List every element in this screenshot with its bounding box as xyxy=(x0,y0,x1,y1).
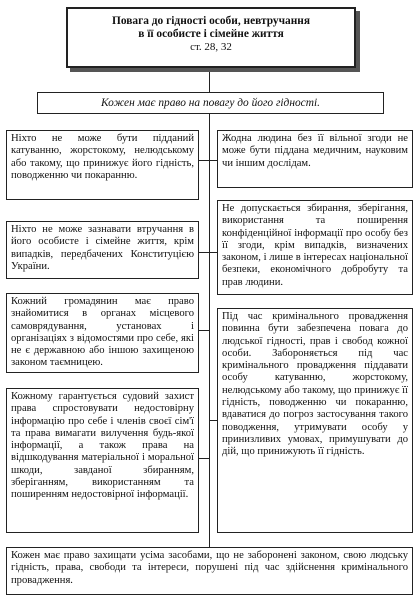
left-connector-1 xyxy=(199,160,209,161)
title-box xyxy=(66,7,356,68)
right-connector-2 xyxy=(209,252,217,253)
principle-banner: Кожен має право на повагу до його гідності. xyxy=(37,92,384,114)
title-to-banner-connector xyxy=(209,70,210,92)
right-connector-1 xyxy=(209,160,217,161)
left-box-access-information: Кожний громадянин має право знайомитися в органах місцевого самоврядування, установах і організаціях з відомостями про себе, які не є державною або іншою захищеною законом таємницею. xyxy=(6,293,199,373)
right-box-experiments: Жодна людина без її вільної згоди не може бути піддана медичним, науковим чи іншим дослідам. xyxy=(217,130,413,188)
left-box-judicial-protection: Кожному гарантується судовий захист права спростовувати недостовірну інформацію про себе і членів своєї сім'ї та права вимагати вилучення будь-якої інформації, а також права на відшкодування матеріальної і моральної шкоди, завданої збиранням, зберіганням, використанням та поширенням недостовірної інформації. xyxy=(6,388,199,533)
left-connector-3 xyxy=(199,330,209,331)
left-box-torture-ban: Ніхто не може бути підданий катуванню, жорстокому, нелюдському або такому, що принижує його гідність, поводженню чи покаранню. xyxy=(6,130,199,200)
left-box-private-life: Ніхто не може зазнавати втручання в його особисте і сімейне життя, крім випадків, передбачених Конституцією України. xyxy=(6,221,199,279)
footer-box-self-defense: Кожен має право захищати усіма засобами, що не заборонені законом, свою людську гідність, права, свободи та інтереси, порушені під час здійснення кримінального провадження. xyxy=(6,547,413,595)
right-box-criminal-proceedings: Під час кримінального провадження повинна бути забезпечена повага до людської гідності, прав і свобод кожної особи. Забороняється під час кримінального провадження піддавати особу катуванню, жорстокому, нелюдському або такому, що принижує її гідність, поводженню чи покаранню, вдаватися до погроз застосування такого поводження, утримувати особу у принизливих умовах, примушувати до дій, що принижують її гідність. xyxy=(217,308,413,533)
title-articles: ст. 28, 32 xyxy=(190,41,232,53)
title-line-2: в її особисте і сімейне життя xyxy=(138,27,284,40)
left-connector-4 xyxy=(199,458,209,459)
central-spine-line xyxy=(209,114,210,547)
right-box-confidential-info: Не допускається збирання, зберігання, використання та поширення конфіденційної інформації про особу без її згоди, крім випадків, визначених законом, і лише в інтересах національної безпеки, економічного добробуту та прав людини. xyxy=(217,200,413,295)
left-connector-2 xyxy=(199,252,209,253)
right-connector-3 xyxy=(209,420,217,421)
title-line-1: Повага до гідності особи, невтручання xyxy=(111,15,311,27)
